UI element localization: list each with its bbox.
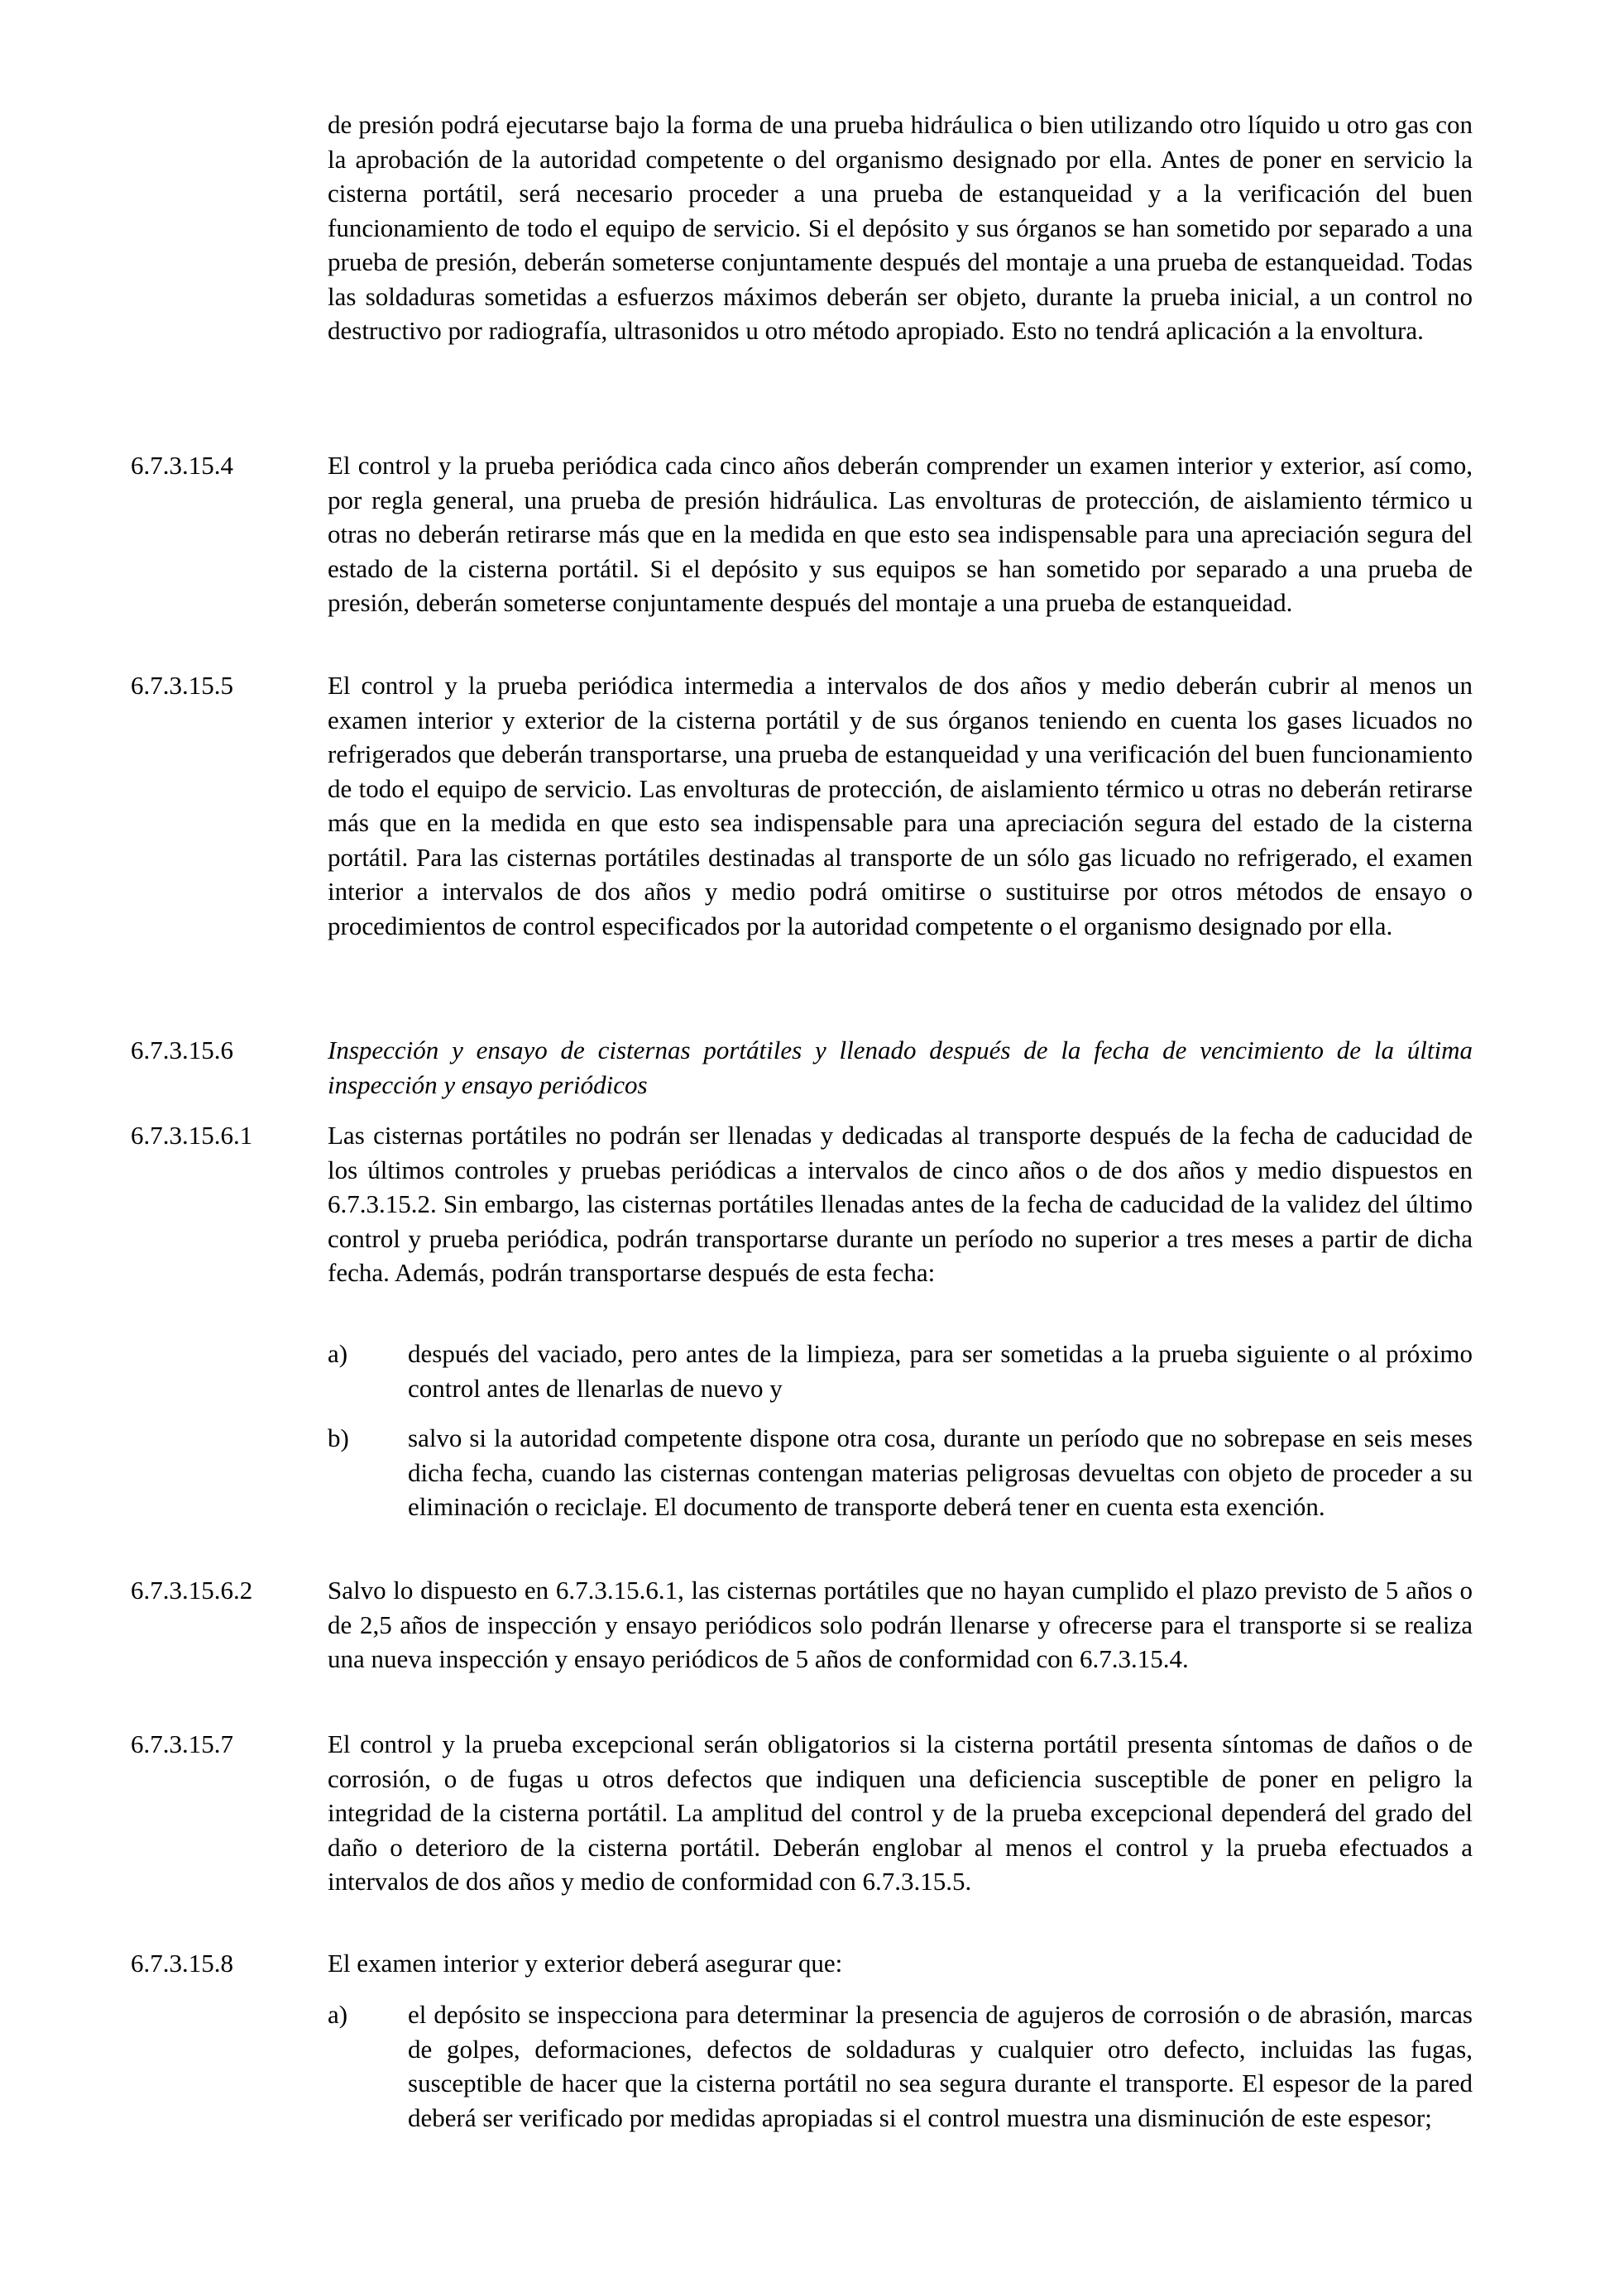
section-number: 6.7.3.15.4 <box>131 451 233 480</box>
section-number: 6.7.3.15.5 <box>131 671 233 700</box>
section-number: 6.7.3.15.6 <box>131 1036 233 1064</box>
section-text: El examen interior y exterior deberá asegurar que: <box>328 1949 843 1978</box>
list-item-label: a) <box>328 1339 348 1368</box>
section-number: 6.7.3.15.6.1 <box>131 1121 253 1150</box>
section-text: Salvo lo dispuesto en 6.7.3.15.6.1, las cisternas portátiles que no hayan cumplido el plazo previsto de 5 años o de 2,5 años de inspección y ensayo periódicos solo podrán llenarse y ofrecerse para el transporte si se realiza una nueva inspección y ensayo periódicos de 5 años de conformidad con 6.7.3.15.4. <box>328 1576 1473 1673</box>
section-text: El control y la prueba excepcional serán obligatorios si la cisterna portátil presenta síntomas de daños o de corrosión, o de fugas u otros defectos que indiquen una deficiencia susceptible de poner en peligro la integridad de la cisterna portátil. La amplitud del control y de la prueba excepcional dependerá del grado del daño o deterioro de la cisterna portátil. Deberán englobar al menos el control y la prueba efectuados a intervalos de dos años y medio de conformidad con 6.7.3.15.5. <box>328 1729 1473 1896</box>
list-item-label: b) <box>328 1423 349 1452</box>
continuation-paragraph: de presión podrá ejecutarse bajo la forma de una prueba hidráulica o bien utilizando otro líquido u otro gas con la aprobación de la autoridad competente o del organismo designado por ella. Antes de poner en servicio la cisterna portátil, será necesario proceder a una prueba de estanqueidad y a la verificación del buen funcionamiento de todo el equipo de servicio. Si el depósito y sus órganos se han sometido por separado a una prueba de presión, deberán someterse conjuntamente después del montaje a una prueba de estanqueidad. Todas las soldaduras sometidas a esfuerzos máximos deberán ser objeto, durante la prueba inicial, a un control no destructivo por radiografía, ultrasonidos u otro método apropiado. Esto no tendrá aplicación a la envoltura. <box>328 110 1473 345</box>
list-item-text: salvo si la autoridad competente dispone otra cosa, durante un período que no sobrepase en seis meses dicha fecha, cuando las cisternas contengan materias peligrosas devueltas con objeto de proceder a su eliminación o reciclaje. El documento de transporte deberá tener en cuenta esta exención. <box>408 1423 1473 1521</box>
section-text: El control y la prueba periódica cada cinco años deberán comprender un examen interior y exterior, así como, por regla general, una prueba de presión hidráulica. Las envolturas de protección, de aislamiento térmico u otras no deberán retirarse más que en la medida en que esto sea indispensable para una apreciación segura del estado de la cisterna portátil. Si el depósito y sus equipos se han sometido por separado a una prueba de presión, deberán someterse conjuntamente después del montaje a una prueba de estanqueidad. <box>328 451 1473 617</box>
section-number: 6.7.3.15.7 <box>131 1729 233 1758</box>
section-heading: Inspección y ensayo de cisternas portátiles y llenado después de la fecha de vencimiento de la última inspección y ensayo periódicos <box>328 1036 1473 1099</box>
section-number: 6.7.3.15.6.2 <box>131 1576 253 1605</box>
list-item-label: a) <box>328 2000 348 2029</box>
list-item-text: el depósito se inspecciona para determinar la presencia de agujeros de corrosión o de abrasión, marcas de golpes, deformaciones, defectos de soldaduras y cualquier otro defecto, incluidas las fugas, susceptible de hacer que la cisterna portátil no sea segura durante el transporte. El espesor de la pared deberá ser verificado por medidas apropiadas si el control muestra una disminución de este espesor; <box>408 2000 1473 2132</box>
section-text: Las cisternas portátiles no podrán ser llenadas y dedicadas al transporte después de la fecha de caducidad de los últimos controles y pruebas periódicas a intervalos de cinco años o de dos años y medio dispuestos en 6.7.3.15.2. Sin embargo, las cisternas portátiles llenadas antes de la fecha de caducidad de la validez del último control y prueba periódica, podrán transportarse durante un período no superior a tres meses a partir de dicha fecha. Además, podrán transportarse después de esta fecha: <box>328 1121 1473 1287</box>
section-text: El control y la prueba periódica intermedia a intervalos de dos años y medio deberán cubrir al menos un examen interior y exterior de la cisterna portátil y de sus órganos teniendo en cuenta los gases licuados no refrigerados que deberán transportarse, una prueba de estanqueidad y una verificación del buen funcionamiento de todo el equipo de servicio. Las envolturas de protección, de aislamiento térmico u otras no deberán retirarse más que en la medida en que esto sea indispensable para una apreciación segura del estado de la cisterna portátil. Para las cisternas portátiles destinadas al transporte de un sólo gas licuado no refrigerado, el examen interior a intervalos de dos años y medio podrá omitirse o sustituirse por otros métodos de ensayo o procedimientos de control especificados por la autoridad competente o el organismo designado por ella. <box>328 671 1473 940</box>
section-number: 6.7.3.15.8 <box>131 1949 233 1978</box>
list-item-text: después del vaciado, pero antes de la limpieza, para ser sometidas a la prueba siguiente o al próximo control antes de llenarlas de nuevo y <box>408 1339 1473 1403</box>
